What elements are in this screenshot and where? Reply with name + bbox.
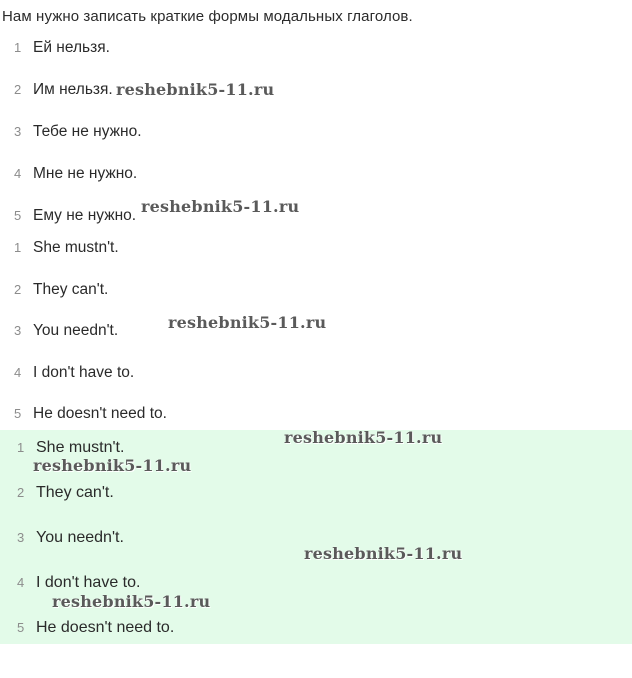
item-number: 2 xyxy=(14,82,22,97)
answer-item xyxy=(0,485,632,507)
item-text: She mustn't. xyxy=(36,439,125,456)
watermark: reshebnik5-11.ru xyxy=(52,592,211,611)
item-number: 3 xyxy=(14,323,22,338)
item-text: Мне не нужно. xyxy=(33,165,138,182)
item-text: You needn't. xyxy=(33,322,119,339)
item-number: 1 xyxy=(17,440,25,455)
item-text: You needn't. xyxy=(36,529,124,546)
answer-item xyxy=(0,620,632,642)
item-text: He doesn't need to. xyxy=(36,619,175,636)
list-item xyxy=(0,365,632,387)
list-item xyxy=(0,82,632,104)
watermark: reshebnik5-11.ru xyxy=(304,544,463,563)
item-number: 2 xyxy=(17,485,25,500)
item-number: 5 xyxy=(14,406,22,421)
item-number: 3 xyxy=(17,530,25,545)
list-item xyxy=(0,166,632,188)
item-text: Ей нельзя. xyxy=(33,39,110,56)
item-number: 5 xyxy=(17,620,25,635)
item-text: I don't have to. xyxy=(33,364,135,381)
item-text: She mustn't. xyxy=(33,239,119,256)
item-text: He doesn't need to. xyxy=(33,405,167,422)
list-item xyxy=(0,240,632,262)
item-text: They can't. xyxy=(36,484,114,501)
item-text: They can't. xyxy=(33,281,109,298)
list-item xyxy=(0,406,632,428)
item-text: I don't have to. xyxy=(36,574,141,591)
item-number: 3 xyxy=(14,124,22,139)
item-number: 2 xyxy=(14,282,22,297)
item-text: Им нельзя. xyxy=(33,81,113,98)
item-number: 4 xyxy=(14,365,22,380)
item-number: 1 xyxy=(14,240,22,255)
list-item xyxy=(0,40,632,62)
watermark: reshebnik5-11.ru xyxy=(116,80,275,99)
intro-text: Нам нужно записать краткие формы модальных глаголов. xyxy=(2,8,413,25)
watermark: reshebnik5-11.ru xyxy=(33,456,192,475)
list-item xyxy=(0,208,632,230)
item-number: 5 xyxy=(14,208,22,223)
item-number: 1 xyxy=(14,40,22,55)
item-number: 4 xyxy=(17,575,25,590)
list-item xyxy=(0,282,632,304)
item-text: Тебе не нужно. xyxy=(33,123,142,140)
watermark: reshebnik5-11.ru xyxy=(168,313,327,332)
watermark: reshebnik5-11.ru xyxy=(284,428,443,447)
item-number: 4 xyxy=(14,166,22,181)
item-text: Ему не нужно. xyxy=(33,207,137,224)
list-item xyxy=(0,124,632,146)
watermark: reshebnik5-11.ru xyxy=(141,197,300,216)
